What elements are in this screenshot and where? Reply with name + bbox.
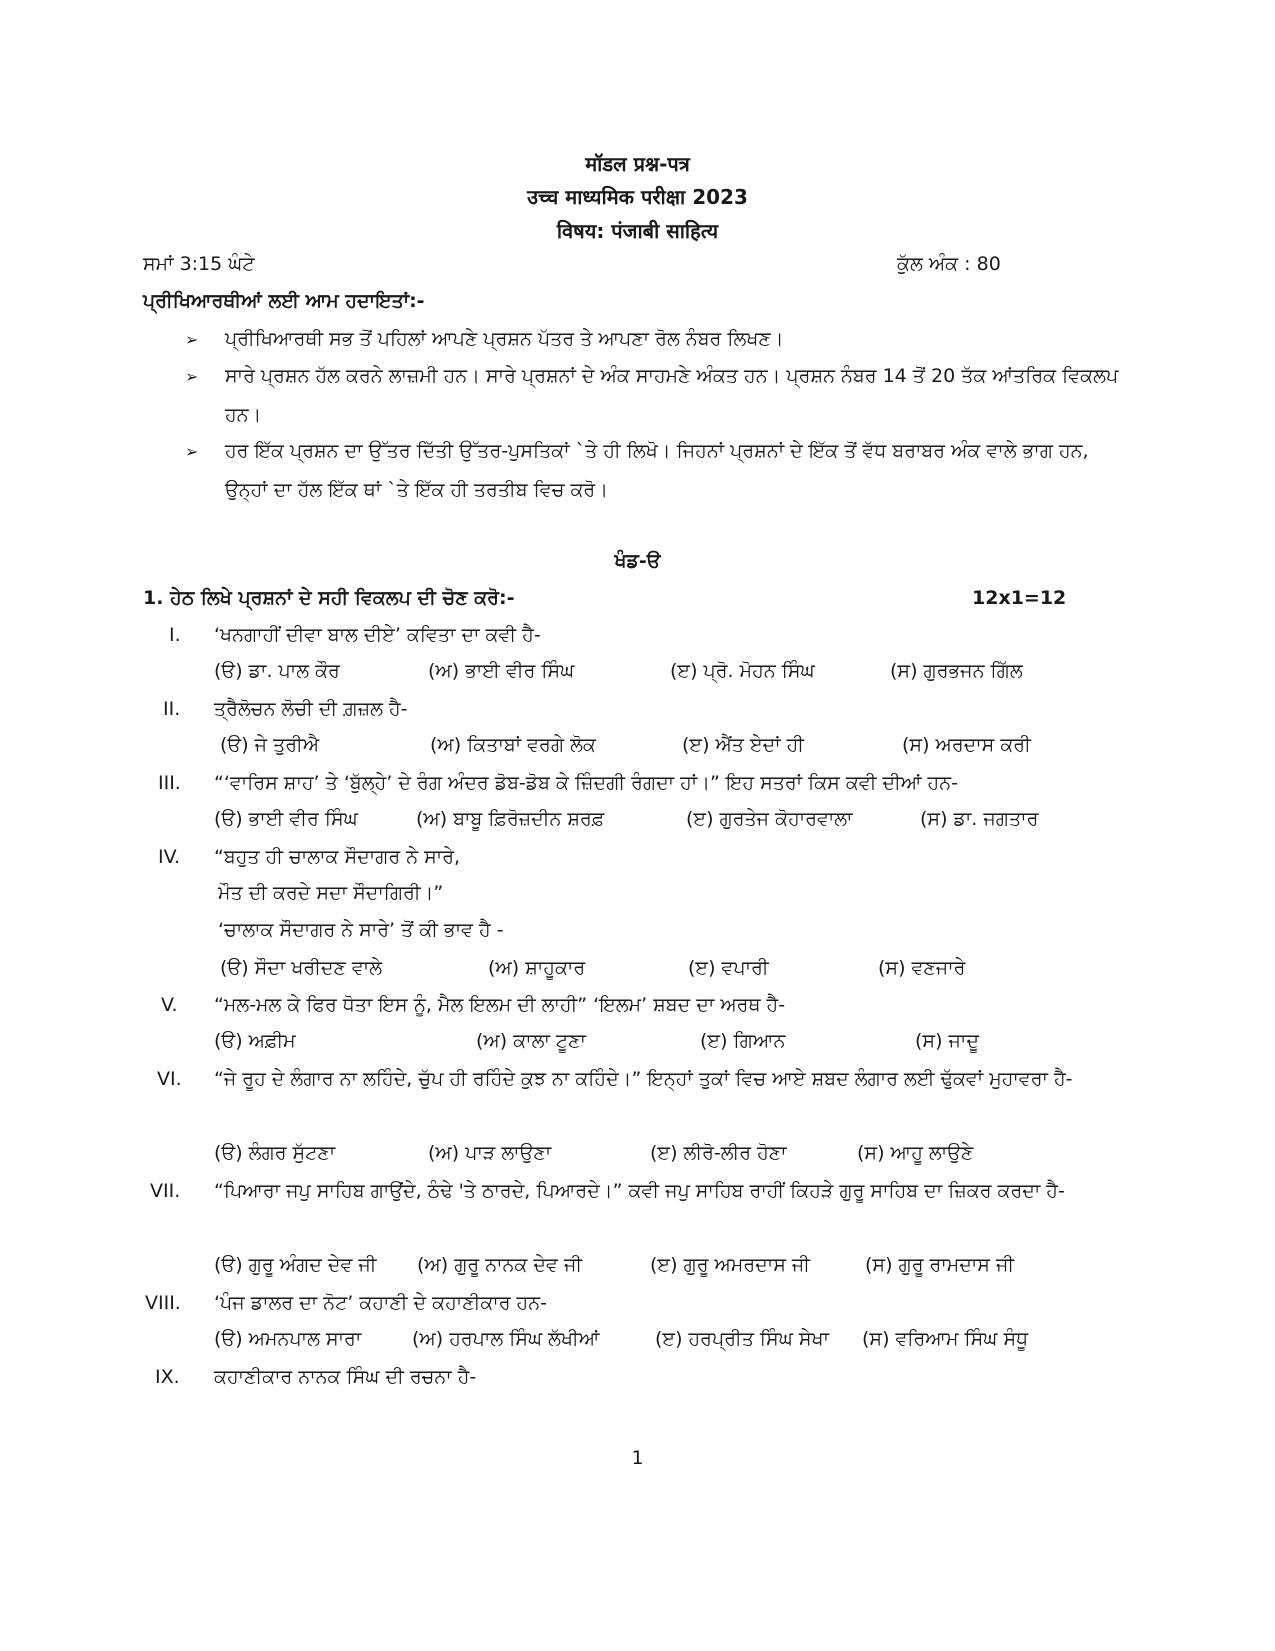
instruction-text: ਸਾਰੇ ਪ੍ਰਸ਼ਨ ਹੱਲ ਕਰਨੇ ਲਾਜ਼ਮੀ ਹਨ। ਸਾਰੇ ਪ੍ਰਸ਼ਨਾਂ ਦੇ ਅੰਕ ਸਾਹਮਣੇ ਅੰਕਤ ਹਨ। ਪ੍ਰਸ਼ਨ ਨੰਬਰ 14 ਤੋਂ 20 ਤੱਕ ਆਂਤਰਿਕ ਵਿਕਲਪ ਹਨ।: [225, 365, 1119, 426]
question-text-line: ਮੌਤ ਦੀ ਕਰਦੇ ਸਦਾ ਸੌਦਾਗਿਰੀ।”: [218, 882, 444, 904]
option: (ੳ) ਸੌਦਾ ਖਰੀਦਣ ਵਾਲੇ: [220, 957, 383, 979]
option: (ੳ) ਡਾ. ਪਾਲ ਕੌਰ: [214, 660, 340, 682]
option: (ਸ) ਜਾਦੂ: [915, 1030, 979, 1052]
option: (ਸ) ਆਹੂ ਲਾਉਣੇ: [857, 1142, 974, 1164]
option: (ੳ) ਅਮਨਪਾਲ ਸਾਰਾ: [214, 1328, 362, 1350]
option: (ਅ) ਗੁਰੂ ਨਾਨਕ ਦੇਵ ਜੀ: [417, 1254, 583, 1276]
question-marks: 12x1=12: [972, 587, 1067, 609]
question-text: “‘ਵਾਰਿਸ ਸ਼ਾਹ’ ਤੇ ‘ਬੁੱਲ੍ਹੇ’ ਦੇ ਰੰਗ ਅੰਦਰ ਡੋਬ-ਡੋਬ ਕੇ ਜ਼ਿੰਦਗੀ ਰੰਗਦਾ ਹਾਂ।” ਇਹ ਸਤਰਾਂ ਕਿਸ ਕਵੀ ਦੀਆਂ ਹਨ-: [214, 772, 958, 794]
question-text: “ਜੇ ਰੂਹ ਦੇ ਲੰਗਾਰ ਨਾ ਲਹਿੰਦੇ, ਚੁੱਪ ਹੀ ਰਹਿੰਦੇ ਕੁਝ ਨਾ ਕਹਿੰਦੇ।” ਇਨ੍ਹਾਂ ਤੁਕਾਂ ਵਿਚ ਆਏ ਸ਼ਬਦ ਲੰਗਾਰ ਲਈ ਢੁੱਕਵਾਂ ਮੁਹਾਵਰਾ ਹੈ-: [214, 1068, 1073, 1090]
question-text: ਤ੍ਰੈਲੋਚਨ ਲੋਚੀ ਦੀ ਗ਼ਜ਼ਲ ਹੈ-: [214, 698, 408, 720]
bullet-arrow-icon: ➢: [185, 442, 199, 461]
question-number: VIII.: [145, 1292, 181, 1314]
question-text: “ਮਲ-ਮਲ ਕੇ ਫਿਰ ਧੋਤਾ ਇਸ ਨੂੰ, ਮੈਲ ਇਲਮ ਦੀ ਲਾਹੀ” ‘ਇਲਮ’ ਸ਼ਬਦ ਦਾ ਅਰਥ ਹੈ-: [214, 994, 786, 1016]
time-allowed: ਸਮਾਂ 3:15 ਘੰਟੇ: [143, 253, 255, 275]
instruction-text: ਹਰ ਇੱਕ ਪ੍ਰਸ਼ਨ ਦਾ ਉੱਤਰ ਦਿੱਤੀ ਉੱਤਰ-ਪੁਸਤਿਕਾਂ `ਤੇ ਹੀ ਲਿਖੋ। ਜਿਹਨਾਂ ਪ੍ਰਸ਼ਨਾਂ ਦੇ ਇੱਕ ਤੋਂ ਵੱਧ ਬਰਾਬਰ ਅੰਕ ਵਾਲੇ ਭਾਗ ਹਨ, ਉਨ੍ਹਾਂ ਦਾ ਹੱਲ ਇੱਕ ਥਾਂ `ਤੇ ਇੱਕ ਹੀ ਤਰਤੀਬ ਵਿਚ ਕਰੋ।: [225, 440, 1089, 501]
option: (ਅ) ਹਰਪਾਲ ਸਿੰਘ ਲੱਖੀਆਂ: [412, 1328, 600, 1350]
question-number: IX.: [155, 1366, 180, 1388]
page-number: 1: [631, 1447, 644, 1469]
question-text-line: “ਬਹੁਤ ਹੀ ਚਾਲਾਕ ਸੌਦਾਗਰ ਨੇ ਸਾਰੇ,: [214, 846, 461, 868]
option: (ਸ) ਡਾ. ਜਗਤਾਰ: [920, 808, 1039, 830]
option: (ਸ) ਵਣਜਾਰੇ: [878, 957, 966, 979]
instruction-text: ਪ੍ਰੀਖਿਆਰਥੀ ਸਭ ਤੋਂ ਪਹਿਲਾਂ ਆਪਣੇ ਪ੍ਰਸ਼ਨ ਪੱਤਰ ਤੇ ਆਪਣਾ ਰੋਲ ਨੰਬਰ ਲਿਖਣ।: [225, 328, 784, 350]
option: (ੲ) ਗੁਰੂ ਅਮਰਦਾਸ ਜੀ: [650, 1254, 811, 1276]
instructions-heading: ਪ੍ਰੀਖਿਆਰਥੀਆਂ ਲਈ ਆਮ ਹਦਾਇਤਾਂ:-: [143, 290, 425, 312]
option: (ੳ) ਅਫ਼ੀਮ: [214, 1030, 296, 1052]
instruction-item: [185, 432, 1135, 510]
option: (ਅ) ਬਾਬੂ ਫ਼ਿਰੋਜ਼ਦੀਨ ਸ਼ਰਫ਼: [416, 808, 605, 830]
option: (ਅ) ਭਾਈ ਵੀਰ ਸਿੰਘ: [428, 660, 575, 682]
option: (ਸ) ਅਰਦਾਸ ਕਰੀ: [902, 734, 1031, 756]
option: (ੳ) ਭਾਈ ਵੀਰ ਸਿੰਘ: [214, 808, 358, 830]
question-number: III.: [158, 772, 181, 794]
bullet-arrow-icon: ➢: [185, 367, 199, 386]
option: (ੲ) ਗਿਆਨ: [700, 1030, 786, 1052]
instruction-item: [185, 320, 1135, 359]
paper-title: मॉडल प्रश्न-पत्र: [585, 152, 690, 176]
bullet-arrow-icon: ➢: [185, 330, 199, 349]
option: (ਸ) ਗੁਰਭਜਨ ਗਿੱਲ: [890, 660, 1023, 682]
question-text: “ਪਿਆਰਾ ਜਪੁ ਸਾਹਿਬ ਗਾਉਂਦੇ, ਠੰਢੇ 'ਤੇ ਠਾਰਦੇ, ਪਿਆਰਦੇ।” ਕਵੀ ਜਪੁ ਸਾਹਿਬ ਰਾਹੀਂ ਕਿਹੜੇ ਗੁਰੂ ਸਾਹਿਬ ਦਾ ਜ਼ਿਕਰ ਕਰਦਾ ਹੈ-: [214, 1180, 1065, 1202]
option: (ੲ) ਵਪਾਰੀ: [688, 957, 769, 979]
question-text: ‘ਖਨਗਾਹੀਂ ਦੀਵਾ ਬਾਲ ਦੀਏ’ ਕਵਿਤਾ ਦਾ ਕਵੀ ਹੈ-: [214, 624, 541, 646]
question-number: I.: [169, 624, 181, 646]
question-text: ‘ਪੰਜ ਡਾਲਰ ਦਾ ਨੋਟ’ ਕਹਾਣੀ ਦੇ ਕਹਾਣੀਕਾਰ ਹਨ-: [214, 1292, 547, 1314]
option: (ੲ) ਹਰਪ੍ਰੀਤ ਸਿੰਘ ਸੇਖਾ: [655, 1328, 830, 1350]
option: (ੳ) ਜੇ ਤੁਰੀਐ: [220, 734, 320, 756]
option: (ੳ) ਗੁਰੂ ਅੰਗਦ ਦੇਵ ਜੀ: [214, 1254, 377, 1276]
total-marks: ਕੁੱਲ ਅੰਕ : 80: [897, 253, 1001, 275]
option: (ਸ) ਗੁਰੂ ਰਾਮਦਾਸ ਜੀ: [865, 1254, 1015, 1276]
option: (ਅ) ਕਿਤਾਬਾਂ ਵਰਗੇ ਲੋਕ: [430, 734, 596, 756]
option: (ੲ) ਐਂਤ ਏਦਾਂ ਹੀ: [682, 734, 805, 756]
exam-name: उच्च माध्यमिक परीक्षा 2023: [527, 185, 748, 209]
question-number: II.: [163, 698, 181, 720]
option: (ੲ) ਗੁਰਤੇਜ ਕੋਹਾਰਵਾਲਾ: [686, 808, 853, 830]
question-text: ਕਹਾਣੀਕਾਰ ਨਾਨਕ ਸਿੰਘ ਦੀ ਰਚਨਾ ਹੈ-: [214, 1366, 477, 1388]
question-number: IV.: [158, 846, 181, 868]
option: (ਅ) ਕਾਲਾ ਟੂਣਾ: [476, 1030, 586, 1052]
option: (ੲ) ਪ੍ਰੋ. ਮੋਹਨ ਸਿੰਘ: [670, 660, 815, 682]
question-heading: 1. ਹੇਠ ਲਿਖੇ ਪ੍ਰਸ਼ਨਾਂ ਦੇ ਸਹੀ ਵਿਕਲਪ ਦੀ ਚੋਣ ਕਰੋ:-: [143, 587, 515, 609]
option: (ਅ) ਸ਼ਾਹੂਕਾਰ: [488, 957, 586, 979]
question-number: VII.: [150, 1180, 181, 1202]
question-number: VI.: [157, 1068, 182, 1090]
question-number: V.: [161, 994, 178, 1016]
instruction-item: [185, 357, 1135, 435]
option: (ਸ) ਵਰਿਆਮ ਸਿੰਘ ਸੰਧੂ: [862, 1328, 1029, 1350]
option: (ੳ) ਲੰਗਰ ਸੁੱਟਣਾ: [214, 1142, 336, 1164]
option: (ੲ) ਲੀਰੋ-ਲੀਰ ਹੋਣਾ: [650, 1142, 787, 1164]
subject-line: विषय: पंजाबी साहित्य: [556, 219, 719, 243]
question-text-line: ‘ਚਾਲਾਕ ਸੌਦਾਗਰ ਨੇ ਸਾਰੇ’ ਤੋਂ ਕੀ ਭਾਵ ਹੈ -: [218, 919, 504, 941]
option: (ਅ) ਪਾੜ ਲਾਉਣਾ: [428, 1142, 552, 1164]
section-title: ਖੰਡ-ੳ: [614, 550, 661, 572]
